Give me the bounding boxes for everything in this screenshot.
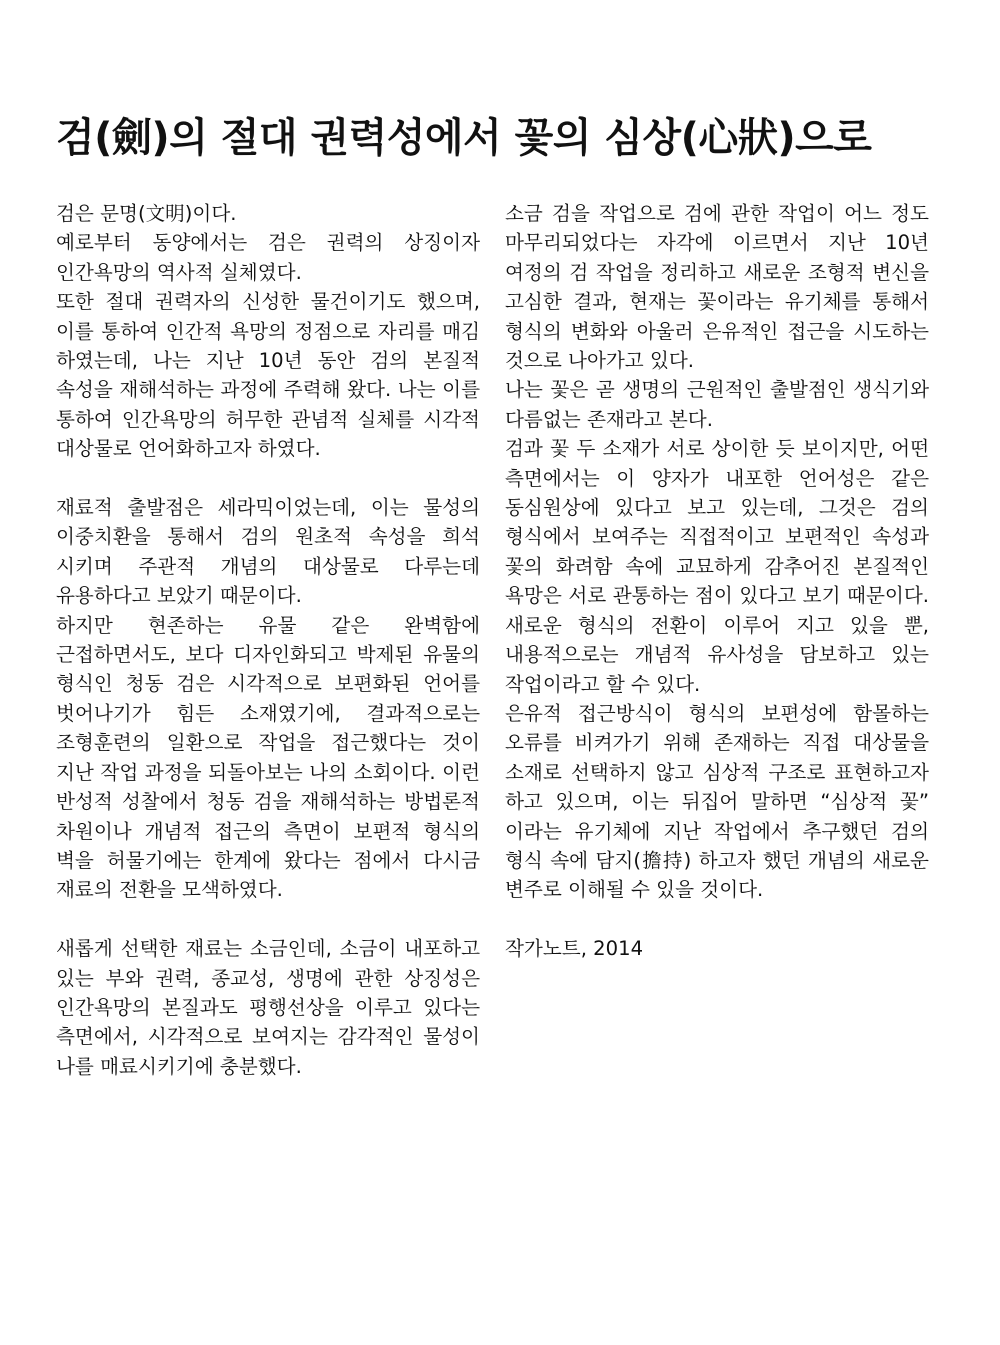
paragraph: 예로부터 동양에서는 검은 권력의 상징이자 인간욕망의 역사적 실체였다. [56, 231, 480, 284]
paragraph: 새롭게 선택한 재료는 소금인데, 소금이 내포하고 있는 부와 권력, 종교성, 생명에 관한 상징성은 인간욕망의 본질과도 평행선상을 이루고 있다는 측면에서, 시각적으로 보여지는 감각적인 물성이 나를 매료시키기에 충분했다. [56, 937, 480, 1078]
paragraph: 검은 문명(文明)이다. [56, 202, 237, 225]
text-column-left [56, 199, 480, 1081]
paragraph: 또한 절대 권력자의 신성한 물건이기도 했으며, 이를 통하여 인간적 욕망의 정점으로 자리를 매김 하였는데, 나는 지난 10년 동안 검의 본질적 속성을 재해석하는 과정에 주력해 왔다. 나는 이를 통하여 인간욕망의 허무한 관념적 실체를 시각적 대상물로 언어화하고자 하였다. [56, 290, 480, 461]
paragraph: 소금 검을 작업으로 검에 관한 작업이 어느 정도 마무리되었다는 자각에 이르면서 지난 10년 여정의 검 작업을 정리하고 새로운 조형적 변신을 고심한 결과, 현재는 꽃이라는 유기체를 통해서 형식의 변화와 아울러 은유적인 접근을 시도하는 것으로 나아가고 있다. [505, 202, 929, 373]
paragraph: 나는 꽃은 곧 생명의 근원적인 출발점인 생식기와 다름없는 존재라고 본다. [505, 378, 929, 431]
paragraph: 하지만 현존하는 유물 같은 완벽함에 근접하면서도, 보다 디자인화되고 박제된 유물의 형식인 청동 검은 시각적으로 보편화된 언어를 벗어나기가 힘든 소재였기에, 결과적으로는 조형훈련의 일환으로 작업을 접근했다는 것이 지난 작업 과정을 되돌아보는 나의 소회이다. 이런 반성적 성찰에서 청동 검을 재해석하는 방법론적 차원이나 개념적 접근의 측면이 보편적 형식의 벽을 허물기에는 한계에 왔다는 점에서 다시금 재료의 전환을 모색하였다. [56, 613, 480, 902]
text-column-right [505, 199, 929, 964]
signature: 작가노트, 2014 [505, 937, 644, 961]
paragraph: 은유적 접근방식이 형식의 보편성에 함몰하는 오류를 비켜가기 위해 존재하는 직접 대상물을 소재로 선택하지 않고 심상적 구조로 표현하고자 하고 있으며, 이는 뒤집어 말하면 “심상적 꽃” 이라는 유기체에 지난 작업에서 추구했던 검의 형식 속에 담지(擔持) 하고자 했던 개념의 새로운 변주로 이해될 수 있을 것이다. [505, 701, 929, 902]
page-title: 검(劍)의 절대 권력성에서 꽃의 심상(心狀)으로 [56, 115, 872, 161]
paragraph: 검과 꽃 두 소재가 서로 상이한 듯 보이지만, 어떤 측면에서는 이 양자가 내포한 언어성은 같은 동심원상에 있다고 보고 있는데, 그것은 검의 형식에서 보여주는 직접적이고 보편적인 속성과 꽃의 화려함 속에 교묘하게 감추어진 본질적인 욕망은 서로 관통하는 점이 있다고 보기 때문이다. 새로운 형식의 전환이 이루어 지고 있을 뿐, 내용적으로는 개념적 유사성을 담보하고 있는 작업이라고 할 수 있다. [505, 437, 929, 696]
paragraph: 재료적 출발점은 세라믹이었는데, 이는 물성의 이중치환을 통해서 검의 원초적 속성을 희석 시키며 주관적 개념의 대상물로 다루는데 유용하다고 보았기 때문이다. [56, 496, 480, 608]
